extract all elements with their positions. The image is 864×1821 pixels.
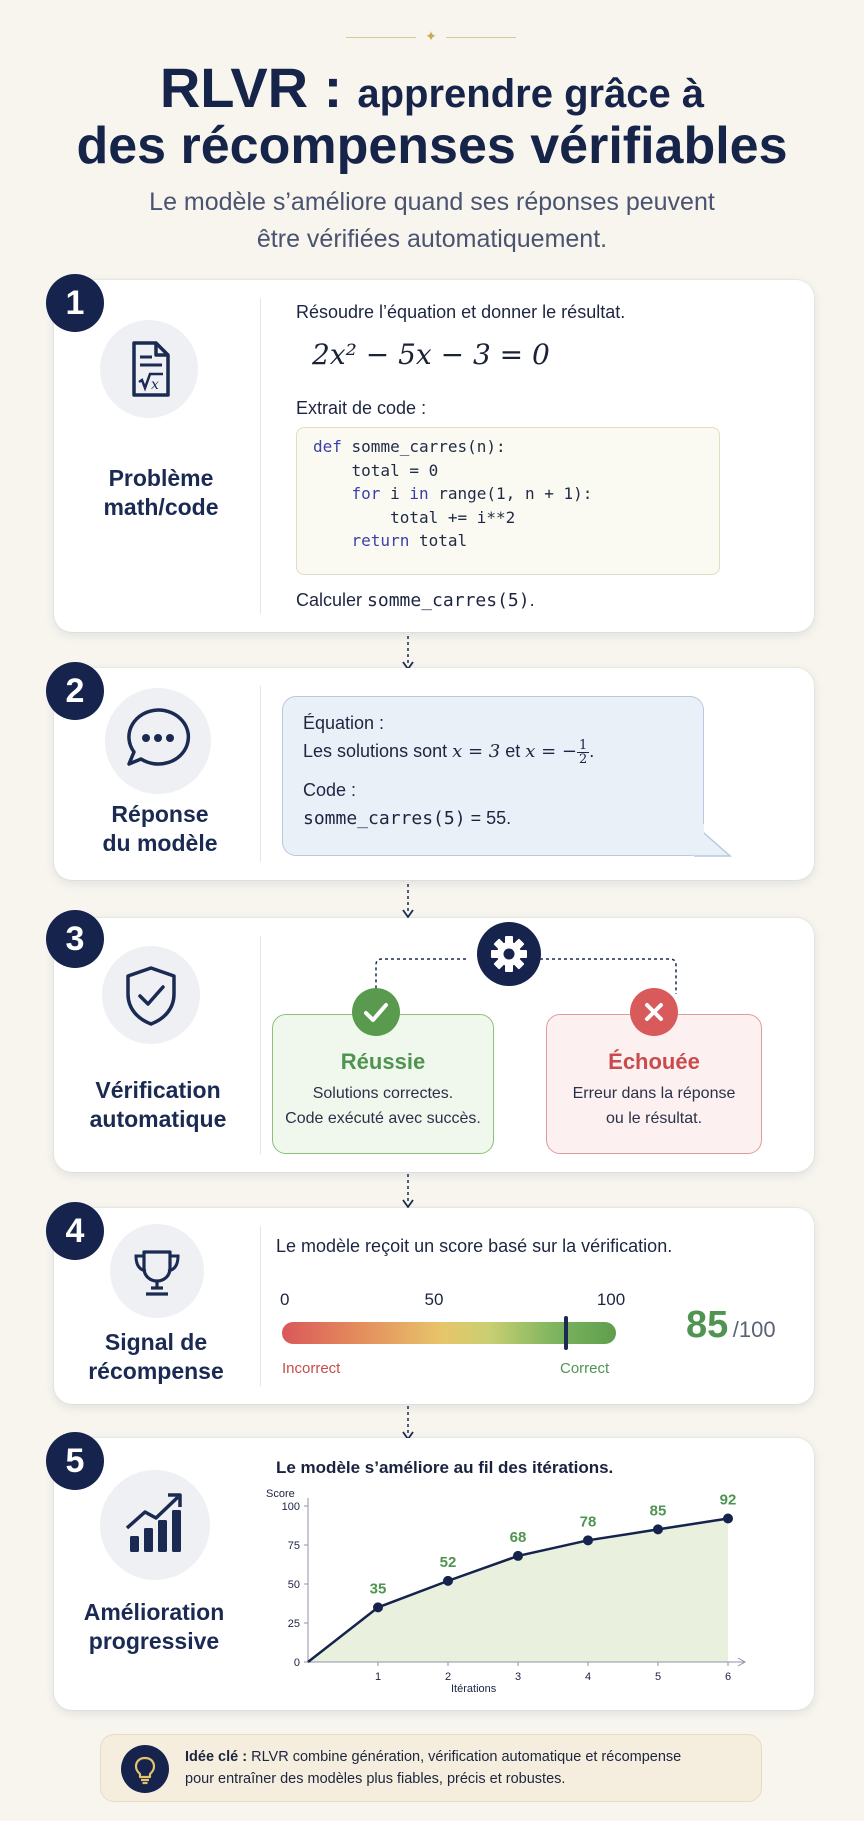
- chart-xlabel: Itérations: [451, 1683, 497, 1695]
- data-label: 35: [369, 1580, 387, 1598]
- success-description: [273, 1081, 493, 1131]
- step-4-label-line2: récompense: [88, 1358, 224, 1384]
- data-label: 78: [579, 1513, 597, 1531]
- step-3-card: [54, 918, 814, 1172]
- step-1-label-line2: math/code: [103, 494, 219, 520]
- key-idea-line2: pour entraîner des modèles plus fiables, précis et robustes.: [185, 1771, 566, 1787]
- gauge-marker: [564, 1316, 568, 1350]
- reward-description: Le modèle reçoit un score basé sur la vérification.: [276, 1236, 673, 1256]
- step-2-label-line2: du modèle: [102, 830, 218, 856]
- code-line: for i in range(1, n + 1):: [351, 484, 593, 503]
- x-tick-label: 4: [584, 1671, 592, 1683]
- code-heading: Code :: [303, 780, 357, 800]
- code-line: def somme_carres(n):: [313, 437, 506, 456]
- failure-desc-line1: Erreur dans la réponse: [572, 1085, 736, 1102]
- step-5-label-line1: Amélioration: [83, 1599, 225, 1625]
- step-5-label: [74, 1598, 234, 1656]
- header-ornament: [346, 30, 516, 44]
- trophy-icon: [110, 1224, 204, 1318]
- scale-mid: 50: [424, 1290, 444, 1309]
- step-2-card: [54, 668, 814, 880]
- svg-text:x: x: [151, 377, 159, 393]
- y-tick-label: 0: [293, 1657, 300, 1669]
- step-4-label-line1: Signal de: [104, 1329, 208, 1355]
- key-idea-label: Idée clé :: [185, 1749, 248, 1765]
- fraction-numerator: 1: [579, 737, 588, 753]
- key-idea-box: [100, 1734, 762, 1802]
- step-4-label: [76, 1328, 236, 1386]
- data-point: [443, 1576, 453, 1586]
- step-1-instruction: Résoudre l’équation et donner le résultat.: [296, 302, 626, 322]
- page-title-line2: des récompenses vérifiables: [76, 117, 788, 175]
- step-2-label: [80, 800, 240, 858]
- fraction-denominator: 2: [579, 751, 588, 767]
- y-tick-label: 75: [287, 1540, 300, 1552]
- model-answer-bubble: [282, 696, 704, 856]
- step-5-card: [54, 1438, 814, 1710]
- connector-arrow: [402, 1406, 414, 1442]
- equation-answer-end: .: [589, 741, 595, 761]
- lightbulb-icon: [121, 1745, 169, 1793]
- high-label: Correct: [560, 1360, 610, 1377]
- data-point: [583, 1535, 593, 1545]
- step-5-badge: 5: [46, 1432, 104, 1490]
- step-4-card: [54, 1208, 814, 1404]
- equation-answer-mid: et: [500, 741, 526, 761]
- data-label: 92: [719, 1491, 737, 1509]
- failure-description: [547, 1081, 761, 1131]
- compute-code: somme_carres(5): [367, 590, 530, 611]
- score-denominator: /100: [732, 1317, 776, 1342]
- compute-suffix: .: [529, 590, 535, 610]
- data-point: [723, 1513, 733, 1523]
- code-line: total += i**2: [313, 507, 516, 527]
- step-1-label-line1: Problème: [108, 465, 214, 491]
- failure-desc-line2: ou le résultat.: [605, 1110, 703, 1127]
- code-answer: [303, 804, 683, 833]
- connector-arrow: [402, 884, 414, 920]
- connector-arrow: [402, 1174, 414, 1210]
- step-3-badge: 3: [46, 910, 104, 968]
- low-label: Incorrect: [282, 1360, 341, 1377]
- page-subtitle: [0, 184, 864, 258]
- equation-heading: Équation :: [303, 713, 385, 733]
- step-1-card: [54, 280, 814, 632]
- cross-icon: [630, 988, 678, 1036]
- check-icon: [352, 988, 400, 1036]
- data-label: 52: [439, 1553, 457, 1571]
- x-tick-label: 1: [374, 1671, 382, 1683]
- shield-check-icon: [102, 946, 200, 1044]
- failure-title: Échouée: [608, 1049, 700, 1074]
- code-label: Extrait de code :: [296, 398, 427, 418]
- solution-2: x = −: [525, 741, 578, 762]
- solution-1: x = 3: [452, 741, 501, 762]
- step-3-label: [78, 1076, 238, 1134]
- progress-line-chart: [258, 1486, 798, 1698]
- x-tick-label: 6: [724, 1671, 732, 1683]
- data-label: 85: [649, 1502, 667, 1520]
- step-3-label-line2: automatique: [89, 1106, 227, 1132]
- chat-bubble-icon: [105, 688, 211, 794]
- key-idea-text: [185, 1746, 681, 1790]
- code-answer-result: = 55.: [465, 808, 512, 828]
- gear-icon: [477, 922, 541, 986]
- x-tick-label: 5: [654, 1671, 662, 1683]
- chart-ylabel: Score: [266, 1488, 295, 1500]
- step-3-label-line1: Vérification: [95, 1077, 221, 1103]
- fraction: [577, 739, 589, 766]
- step-2-label-line1: Réponse: [111, 801, 209, 827]
- title-acronym: RLVR :: [159, 56, 343, 119]
- y-tick-label: 50: [287, 1579, 300, 1591]
- code-snippet: [296, 427, 720, 575]
- growth-chart-icon: [100, 1470, 210, 1580]
- success-desc-line2: Code exécuté avec succès.: [285, 1110, 481, 1127]
- step-1-label: [81, 464, 241, 522]
- subtitle-line1: Le modèle s’améliore quand ses réponses peuvent: [149, 188, 715, 216]
- data-point: [373, 1602, 383, 1612]
- x-tick-label: 3: [514, 1671, 522, 1683]
- data-label: 68: [509, 1528, 527, 1546]
- score-value: 85: [686, 1304, 729, 1346]
- equation-answer-prefix: Les solutions sont: [303, 741, 453, 761]
- code-answer-call: somme_carres(5): [303, 808, 466, 829]
- key-idea-line1: RLVR combine génération, vérification automatique et récompense: [247, 1749, 682, 1765]
- title-line1-rest: apprendre grâce à: [357, 72, 705, 116]
- data-point: [653, 1524, 663, 1534]
- step-1-badge: 1: [46, 274, 104, 332]
- reward-score: [686, 1304, 776, 1347]
- math-document-icon: [100, 320, 198, 418]
- chart-title: Le modèle s’améliore au fil des itérations.: [276, 1458, 614, 1477]
- scale-min: 0: [280, 1290, 290, 1309]
- y-tick-label: 100: [281, 1501, 300, 1513]
- step-5-label-line2: progressive: [88, 1628, 220, 1654]
- bubble-tail: [694, 820, 734, 858]
- compute-instruction: [296, 590, 535, 611]
- y-tick-label: 25: [287, 1618, 300, 1630]
- data-point: [513, 1551, 523, 1561]
- x-tick-label: 2: [444, 1671, 452, 1683]
- step-4-badge: 4: [46, 1202, 104, 1260]
- connector-arrow: [402, 636, 414, 672]
- step-1-equation: 2x² − 5x − 3 = 0: [312, 338, 550, 371]
- compute-prefix: Calculer: [296, 590, 368, 610]
- step-2-badge: 2: [46, 662, 104, 720]
- code-line: return total: [351, 531, 468, 550]
- code-line: total = 0: [313, 460, 439, 480]
- equation-answer: [303, 737, 683, 766]
- subtitle-line2: être vérifiées automatiquement.: [256, 225, 608, 253]
- scale-max: 100: [596, 1290, 626, 1309]
- star-icon: ✦: [425, 28, 437, 44]
- success-title: Réussie: [340, 1049, 426, 1074]
- success-desc-line1: Solutions correctes.: [312, 1085, 454, 1102]
